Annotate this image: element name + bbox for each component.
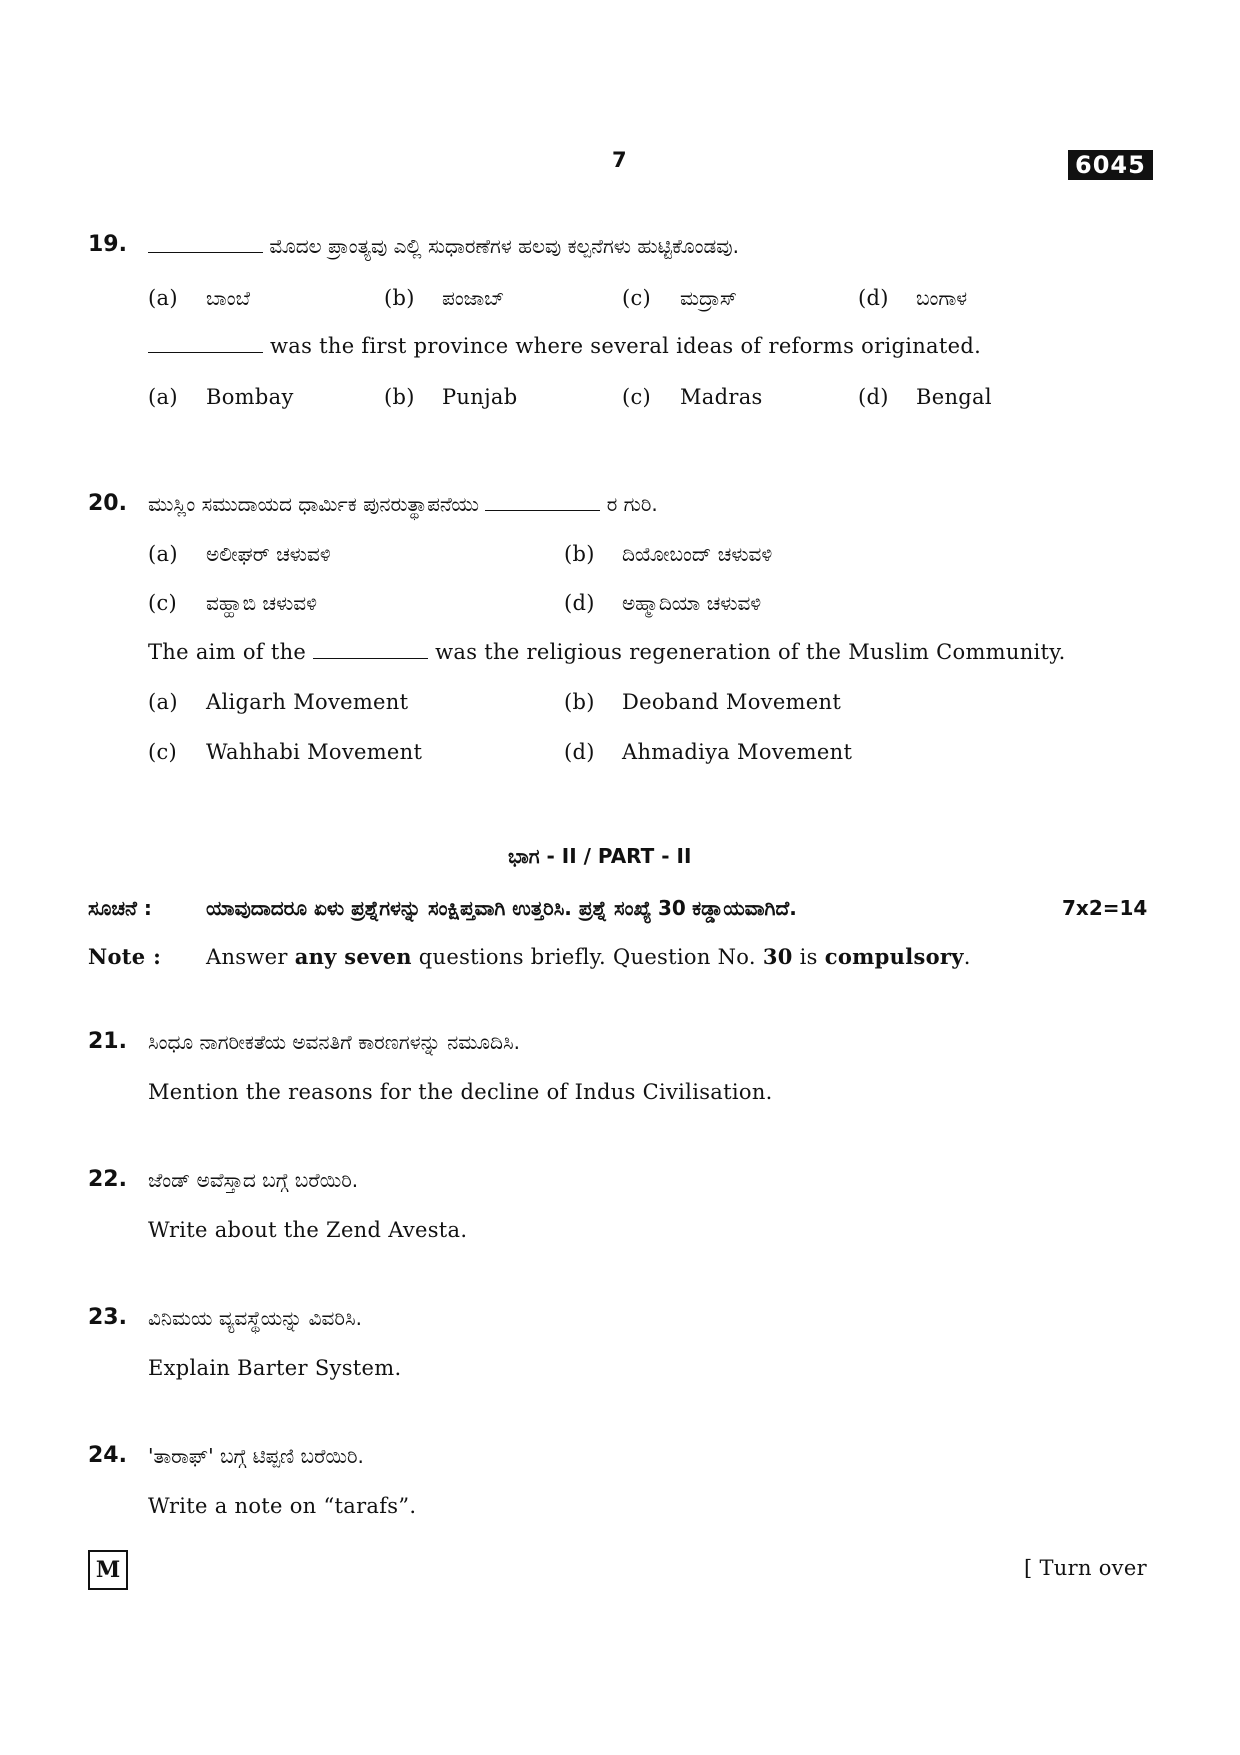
kannada-note-label: ಸೂಚನೆ : [88, 896, 152, 920]
turn-over-label: [ Turn over [1024, 1556, 1147, 1580]
answer-blank [148, 351, 263, 353]
question-20-english: The aim of the was the religious regeneration of the Muslim Community. [148, 640, 1066, 664]
question-19-kannada [148, 234, 739, 258]
kannada-note-text: ಯಾವುದಾದರೂ ಏಳು ಪ್ರಶ್ನೆಗಳನ್ನು ಸಂಕ್ಷಿಪ್ತವಾಗಿ ಉತ್ತರಿಸಿ. ಪ್ರಶ್ನೆ ಸಂಖ್ಯೆ 30 ಕಡ್ಡಾಯವಾಗಿದೆ. [206, 896, 797, 920]
q19-kannada-option-a: (a) ಬಾಂಬೆ [148, 286, 251, 310]
q19-english-option-a: (a) Bombay [148, 385, 294, 409]
note-label: Note : [88, 944, 162, 969]
question-24-kannada: 'ತಾರಾಫ್' ಬಗ್ಗೆ ಟಿಪ್ಪಣಿ ಬರೆಯಿರಿ. [148, 1444, 364, 1468]
question-number: 24. [88, 1443, 127, 1468]
question-number: 22. [88, 1167, 127, 1192]
q20-kannada-option-c: (c) ವಹ್ಹಾಬಿ ಚಳುವಳಿ [148, 591, 318, 615]
q19-kannada-option-d: (d) ಬಂಗಾಳ [858, 286, 968, 310]
answer-blank [485, 509, 600, 511]
question-21-kannada: ಸಿಂಧೂ ನಾಗರೀಕತೆಯ ಅವನತಿಗೆ ಕಾರಣಗಳನ್ನು ನಮೂದಿಸಿ. [148, 1030, 520, 1054]
q19-kannada-option-b: (b) ಪಂಜಾಬ್ [384, 286, 505, 310]
marks-allocation: 7x2=14 [1062, 896, 1148, 920]
question-text: ಮೊದಲ ಪ್ರಾಂತ್ಯವು ಎಲ್ಲಿ ಸುಧಾರಣೆಗಳ ಹಲವು ಕಲ್ಪನೆಗಳು ಹುಟ್ಟಿಕೊಂಡವು. [269, 234, 739, 258]
part-heading: ಭಾಗ - II / PART - II [508, 844, 692, 868]
q19-english-option-d: (d) Bengal [858, 385, 992, 409]
q20-english-option-b: (b) Deoband Movement [564, 690, 842, 714]
q19-english-option-c: (c) Madras [622, 385, 763, 409]
q20-kannada-option-d: (d) ಅಹ್ಮಾದಿಯಾ ಚಳುವಳಿ [564, 591, 762, 615]
q20-english-option-c: (c) Wahhabi Movement [148, 740, 423, 764]
question-22-english: Write about the Zend Avesta. [148, 1218, 468, 1242]
note-text: Answer any seven questions briefly. Question No. 30 is compulsory. [206, 944, 971, 969]
q20-english-option-a: (a) Aligarh Movement [148, 690, 409, 714]
question-24-english: Write a note on “tarafs”. [148, 1494, 417, 1518]
page-number: 7 [612, 148, 627, 172]
question-number: 21. [88, 1029, 127, 1054]
medium-marker-box: M [88, 1550, 128, 1590]
question-text: was the first province where several ideas of reforms originated. [269, 334, 982, 358]
question-19-english [148, 334, 981, 358]
q20-english-option-d: (d) Ahmadiya Movement [564, 740, 853, 764]
question-23-kannada: ವಿನಿಮಯ ವ್ಯವಸ್ಥೆಯನ್ನು ವಿವರಿಸಿ. [148, 1306, 362, 1330]
answer-blank [148, 251, 263, 253]
answer-blank [313, 657, 428, 659]
question-number: 23. [88, 1305, 127, 1330]
q19-kannada-option-c: (c) ಮದ್ರಾಸ್ [622, 286, 737, 310]
question-23-english: Explain Barter System. [148, 1356, 402, 1380]
question-22-kannada: ಜೆಂಡ್ ಅವೆಸ್ತಾದ ಬಗ್ಗೆ ಬರೆಯಿರಿ. [148, 1168, 359, 1192]
q19-english-option-b: (b) Punjab [384, 385, 518, 409]
question-20-kannada: ಮುಸ್ಲಿಂ ಸಮುದಾಯದ ಧಾರ್ಮಿಕ ಪುನರುತ್ಥಾಪನೆಯು ರ ಗುರಿ. [148, 492, 658, 516]
question-number: 20. [88, 491, 127, 516]
question-number: 19. [88, 232, 127, 257]
paper-code-badge: 6045 [1068, 150, 1153, 180]
q20-kannada-option-b: (b) ದಿಯೋಬಂದ್ ಚಳುವಳಿ [564, 542, 773, 566]
question-21-english: Mention the reasons for the decline of Indus Civilisation. [148, 1080, 773, 1104]
q20-kannada-option-a: (a) ಅಲೀಘರ್ ಚಳುವಳಿ [148, 542, 331, 566]
